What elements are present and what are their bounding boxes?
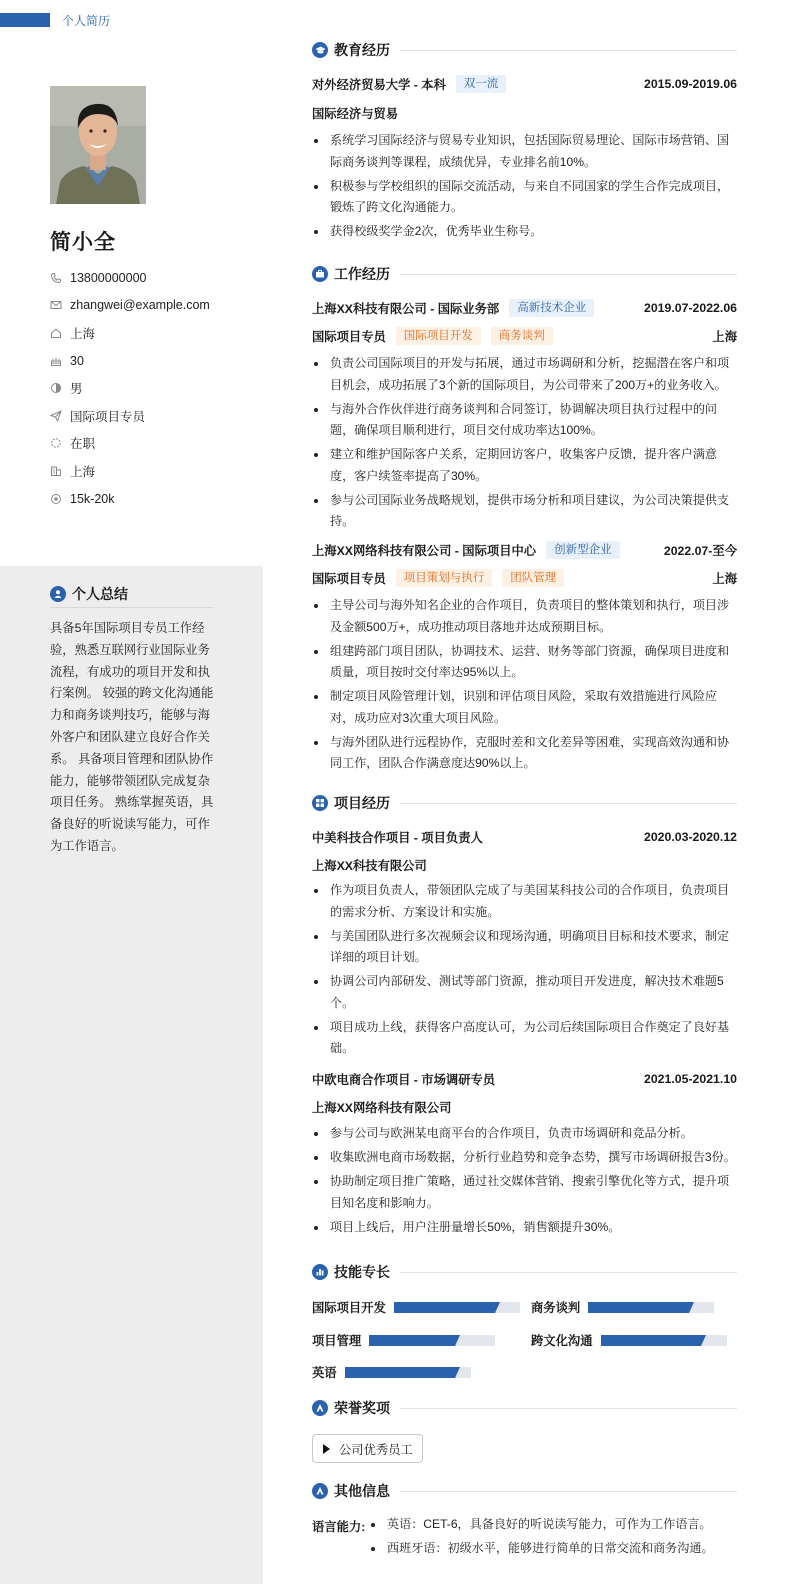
person-icon [50, 586, 66, 602]
skill-name: 英语 [312, 1366, 337, 1380]
summary-divider [50, 607, 213, 608]
info-row-status [50, 430, 210, 458]
project-header-row [312, 828, 737, 846]
education-header-row [312, 75, 737, 93]
skill-tag: 团队管理 [502, 569, 564, 587]
project-header-row [312, 1070, 737, 1088]
skill-level-bar [345, 1367, 471, 1378]
skill-item [531, 1331, 727, 1349]
position-text: 国际项目专员 [70, 409, 146, 424]
list-item: 建立和维护国际客户关系，定期回访客户，收集客户反馈，提升客户满意度，客户续签率提高了30%。 [312, 444, 737, 487]
mail-icon [50, 299, 62, 311]
city-text: 上海 [70, 464, 96, 479]
list-item: 制定项目风险管理计划，识别和评估项目风险，采取有效措施进行风险应对，成功应对3次重大项目风险。 [312, 686, 737, 729]
list-item: 参与公司国际业务战略规划，提供市场分析和项目建议，为公司决策提供支持。 [312, 490, 737, 533]
contact-info-list [50, 264, 210, 512]
job-role: 国际项目专员 [312, 330, 386, 344]
skill-level-fill [588, 1302, 689, 1313]
skill-tag: 商务谈判 [491, 327, 553, 345]
award-badge [312, 1434, 423, 1463]
salary-text: 15k-20k [70, 491, 115, 506]
section-other-heading [312, 1481, 737, 1501]
skills-title: 技能专长 [334, 1264, 390, 1280]
list-item: 获得校级奖学金2次，优秀毕业生称号。 [312, 221, 737, 243]
skill-level-bar [394, 1302, 520, 1313]
gender-icon [50, 382, 62, 394]
salary-icon [50, 493, 62, 505]
info-row-salary [50, 485, 210, 513]
list-item: 参与公司与欧洲某电商平台的合作项目，负责市场调研和竞品分析。 [312, 1123, 737, 1145]
section-divider [400, 803, 737, 804]
major-text: 国际经济与贸易 [312, 107, 399, 121]
job-header-row [312, 299, 737, 317]
summary-title: 个人总结 [72, 586, 128, 602]
cake-icon [50, 355, 62, 367]
section-divider [400, 50, 737, 51]
list-item: 收集欧洲电商市场数据，分析行业趋势和竞争态势，撰写市场调研报告3份。 [312, 1147, 737, 1169]
project-date: 2021.05-2021.10 [644, 1072, 737, 1086]
education-title: 教育经历 [334, 42, 390, 58]
project-company: 上海XX科技有限公司 [312, 859, 427, 873]
school-name: 对外经济贸易大学 - 本科 [312, 78, 446, 92]
bar-chart-icon [312, 1264, 328, 1280]
skill-level-fill [394, 1302, 495, 1313]
skill-name: 国际项目开发 [312, 1301, 386, 1315]
job-date: 2022.07-至今 [663, 544, 737, 558]
list-item: 协调公司内部研发、测试等部门资源，推动项目开发进度，解决技术难题5个。 [312, 971, 737, 1014]
company-tag: 高新技术企业 [509, 299, 594, 317]
list-item: 系统学习国际经济与贸易专业知识，包括国际贸易理论、国际市场营销、国际商务谈判等课程，成绩优异，专业排名前10%。 [312, 130, 737, 173]
skill-name: 项目管理 [312, 1334, 362, 1348]
job-date: 2019.07-2022.06 [644, 301, 737, 315]
location-text: 上海 [70, 326, 96, 341]
trophy-icon [312, 1400, 328, 1416]
section-divider [400, 274, 737, 275]
skill-tag: 国际项目开发 [396, 327, 481, 345]
project-company: 上海XX网络科技有限公司 [312, 1101, 452, 1115]
info-row-email [50, 292, 210, 320]
summary-text: 具备5年国际项目专员工作经验，熟悉互联网行业国际业务流程，有成功的项目开发和执行案例。 较强的跨文化沟通能力和商务谈判技巧，能够与海外客户和团队建立良好合作关系。 具备项目管理和团队协作能力，能够带领团队完成复杂项目任务。 熟练掌握英语，具备良好的听说读写能力，可作为工作语言。 [50, 621, 214, 853]
list-item: 英语：CET-6，具备良好的听说读写能力，可作为工作语言。 [369, 1514, 749, 1536]
list-item: 西班牙语：初级水平，能够进行简单的日常交流和商务沟通。 [369, 1538, 749, 1560]
info-row-phone [50, 264, 210, 292]
award-text: 公司优秀员工 [339, 1442, 413, 1457]
avatar-photo [50, 86, 146, 204]
job-role-row [312, 327, 737, 345]
company-tag: 创新型企业 [546, 541, 620, 559]
section-awards-heading [312, 1398, 737, 1418]
list-item: 项目成功上线，获得客户高度认可，为公司后续国际项目合作奠定了良好基础。 [312, 1017, 737, 1060]
skill-item [312, 1331, 495, 1349]
job-bullets [312, 353, 737, 535]
list-item: 与海外合作伙伴进行商务谈判和合同签订，协调解决项目执行过程中的问题，确保项目顺利进行，项目交付成功率达100%。 [312, 399, 737, 442]
section-work-heading [312, 264, 737, 284]
skill-item [531, 1298, 714, 1316]
job-city: 上海 [712, 572, 737, 586]
header-title: 个人简历 [62, 13, 111, 28]
briefcase-icon [312, 266, 328, 282]
awards-title: 荣誉奖项 [334, 1400, 390, 1416]
language-list [369, 1514, 749, 1562]
project-date: 2020.03-2020.12 [644, 830, 737, 844]
status-icon [50, 437, 62, 449]
info-row-age [50, 347, 210, 375]
section-divider [400, 1491, 737, 1492]
project-bullets [312, 1123, 737, 1241]
graduation-cap-icon [312, 42, 328, 58]
skill-name: 跨文化沟通 [531, 1334, 593, 1348]
summary-heading [50, 584, 128, 604]
grid-icon [312, 795, 328, 811]
skill-item [312, 1363, 471, 1381]
skill-level-bar [369, 1335, 495, 1346]
language-label: 语言能力: [312, 1520, 366, 1534]
project-company-row [312, 856, 737, 874]
profile-name: 简小全 [50, 231, 116, 254]
email-text: zhangwei@example.com [70, 298, 210, 313]
school-tag: 双一流 [456, 75, 507, 93]
list-item: 组建跨部门项目团队，协调技术、运营、财务等部门资源，确保项目进度和质量，项目按时交付率达95%以上。 [312, 641, 737, 684]
skill-level-fill [369, 1335, 455, 1346]
phone-text: 13800000000 [70, 270, 147, 285]
info-row-location [50, 319, 210, 347]
project-name: 中美科技合作项目 - 项目负责人 [312, 831, 483, 845]
skill-level-bar [588, 1302, 714, 1313]
skill-tag: 项目策划与执行 [396, 569, 493, 587]
job-header-row [312, 541, 737, 559]
section-divider [400, 1408, 737, 1409]
gender-text: 男 [70, 382, 83, 397]
info-row-gender [50, 374, 210, 402]
job-bullets [312, 595, 737, 777]
education-major [312, 104, 737, 122]
info-row-city [50, 457, 210, 485]
education-bullets [312, 130, 737, 245]
skill-item [312, 1298, 520, 1316]
project-name: 中欧电商合作项目 - 市场调研专员 [312, 1073, 496, 1087]
skill-level-bar [601, 1335, 727, 1346]
send-icon [50, 410, 62, 422]
section-skills-heading [312, 1262, 737, 1282]
age-text: 30 [70, 353, 84, 368]
left-column [0, 0, 263, 1584]
education-date: 2015.09-2019.06 [644, 77, 737, 91]
section-education-heading [312, 40, 737, 60]
list-item: 与海外团队进行远程协作，克服时差和文化差异等困难，实现高效沟通和协同工作，团队合作满意度达90%以上。 [312, 732, 737, 775]
home-icon [50, 327, 62, 339]
skill-name: 商务谈判 [531, 1301, 581, 1315]
job-role: 国际项目专员 [312, 572, 386, 586]
info-icon [312, 1483, 328, 1499]
list-item: 项目上线后，用户注册量增长50%，销售额提升30%。 [312, 1217, 737, 1239]
section-projects-heading [312, 793, 737, 813]
job-city: 上海 [712, 330, 737, 344]
project-bullets [312, 880, 737, 1062]
job-role-row [312, 569, 737, 587]
list-item: 与美国团队进行多次视频会议和现场沟通，明确项目目标和技术要求，制定详细的项目计划。 [312, 926, 737, 969]
play-icon [323, 1444, 330, 1454]
section-divider [400, 1272, 737, 1273]
projects-title: 项目经历 [334, 795, 390, 811]
work-title: 工作经历 [334, 266, 390, 282]
list-item: 积极参与学校组织的国际交流活动，与来自不同国家的学生合作完成项目，锻炼了跨文化沟通能力。 [312, 176, 737, 219]
list-item: 主导公司与海外知名企业的合作项目，负责项目的整体策划和执行，项目涉及金额500万+，成功推动项目落地并达成预期目标。 [312, 595, 737, 638]
job-company: 上海XX网络科技有限公司 - 国际项目中心 [312, 544, 537, 558]
info-row-position [50, 402, 210, 430]
project-company-row [312, 1098, 737, 1116]
skill-level-fill [601, 1335, 702, 1346]
building-icon [50, 465, 62, 477]
other-title: 其他信息 [334, 1483, 390, 1499]
phone-icon [50, 272, 62, 284]
list-item: 负责公司国际项目的开发与拓展，通过市场调研和分析，挖掘潜在客户和项目机会，成功拓展了3个新的国际项目，为公司带来了200万+的业务收入。 [312, 353, 737, 396]
job-company: 上海XX科技有限公司 - 国际业务部 [312, 302, 500, 316]
skill-level-fill [345, 1367, 456, 1378]
status-text: 在职 [70, 437, 96, 452]
list-item: 作为项目负责人，带领团队完成了与美国某科技公司的合作项目，负责项目的需求分析、方案设计和实施。 [312, 880, 737, 923]
list-item: 协助制定项目推广策略，通过社交媒体营销、搜索引擎优化等方式，提升项目知名度和影响力。 [312, 1171, 737, 1214]
